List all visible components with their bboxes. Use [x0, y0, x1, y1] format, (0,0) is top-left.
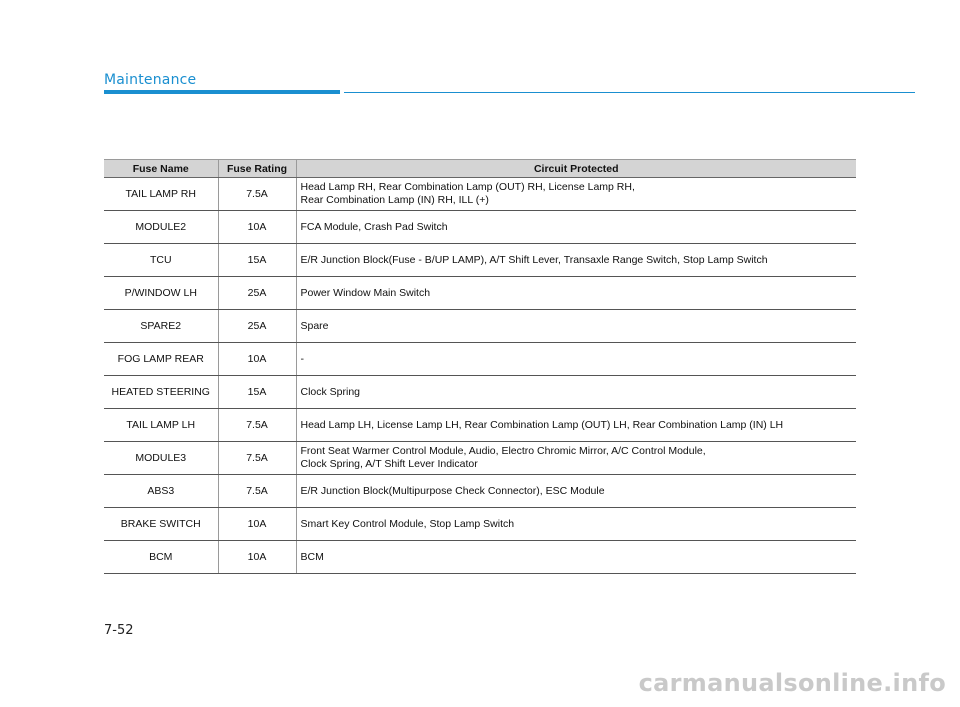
circuit-protected-cell: Smart Key Control Module, Stop Lamp Switch	[296, 508, 856, 541]
table-row	[104, 343, 856, 376]
circuit-protected-cell: Head Lamp RH, Rear Combination Lamp (OUT) RH, License Lamp RH, Rear Combination Lamp (IN) RH, ILL (+)	[296, 178, 856, 211]
column-header-fuse-name: Fuse Name	[104, 160, 218, 178]
fuse-rating-cell: 15A	[218, 244, 296, 277]
circuit-protected-cell: Front Seat Warmer Control Module, Audio, Electro Chromic Mirror, A/C Control Module, Clock Spring, A/T Shift Lever Indicator	[296, 442, 856, 475]
circuit-protected-cell: -	[296, 343, 856, 376]
table-row	[104, 376, 856, 409]
table-row	[104, 508, 856, 541]
header-rule-thick	[104, 90, 340, 94]
column-header-fuse-rating: Fuse Rating	[218, 160, 296, 178]
circuit-protected-cell: Power Window Main Switch	[296, 277, 856, 310]
fuse-rating-cell: 15A	[218, 376, 296, 409]
circuit-protected-cell: FCA Module, Crash Pad Switch	[296, 211, 856, 244]
circuit-protected-cell: Spare	[296, 310, 856, 343]
fuse-table	[104, 159, 856, 574]
fuse-name-cell: P/WINDOW LH	[104, 277, 218, 310]
table-row	[104, 442, 856, 475]
header-rule-thin	[344, 92, 915, 93]
fuse-rating-cell: 7.5A	[218, 409, 296, 442]
table-row	[104, 310, 856, 343]
table-row	[104, 475, 856, 508]
table-row	[104, 409, 856, 442]
table-row	[104, 178, 856, 211]
fuse-rating-cell: 7.5A	[218, 475, 296, 508]
circuit-protected-cell: BCM	[296, 541, 856, 574]
fuse-rating-cell: 7.5A	[218, 178, 296, 211]
table-row	[104, 244, 856, 277]
circuit-protected-cell: Head Lamp LH, License Lamp LH, Rear Combination Lamp (OUT) LH, Rear Combination Lamp (IN) LH	[296, 409, 856, 442]
fuse-name-cell: HEATED STEERING	[104, 376, 218, 409]
fuse-name-cell: TCU	[104, 244, 218, 277]
table-header-row	[104, 160, 856, 178]
fuse-name-cell: BCM	[104, 541, 218, 574]
fuse-name-cell: TAIL LAMP LH	[104, 409, 218, 442]
fuse-rating-cell: 25A	[218, 277, 296, 310]
circuit-protected-cell: Clock Spring	[296, 376, 856, 409]
column-header-circuit-protected: Circuit Protected	[296, 160, 856, 178]
table-row	[104, 211, 856, 244]
fuse-name-cell: MODULE3	[104, 442, 218, 475]
fuse-table-body	[104, 178, 856, 574]
section-title: Maintenance	[104, 72, 197, 88]
fuse-name-cell: MODULE2	[104, 211, 218, 244]
fuse-rating-cell: 10A	[218, 541, 296, 574]
fuse-name-cell: TAIL LAMP RH	[104, 178, 218, 211]
fuse-rating-cell: 10A	[218, 508, 296, 541]
table-row	[104, 277, 856, 310]
fuse-rating-cell: 7.5A	[218, 442, 296, 475]
fuse-name-cell: SPARE2	[104, 310, 218, 343]
fuse-name-cell: FOG LAMP REAR	[104, 343, 218, 376]
circuit-protected-cell: E/R Junction Block(Fuse - B/UP LAMP), A/T Shift Lever, Transaxle Range Switch, Stop Lamp Switch	[296, 244, 856, 277]
fuse-rating-cell: 10A	[218, 343, 296, 376]
circuit-protected-cell: E/R Junction Block(Multipurpose Check Connector), ESC Module	[296, 475, 856, 508]
table-row	[104, 541, 856, 574]
fuse-name-cell: BRAKE SWITCH	[104, 508, 218, 541]
fuse-name-cell: ABS3	[104, 475, 218, 508]
page-number: 7-52	[104, 623, 134, 638]
fuse-rating-cell: 10A	[218, 211, 296, 244]
watermark: carmanualsonline.info	[638, 669, 946, 697]
fuse-rating-cell: 25A	[218, 310, 296, 343]
